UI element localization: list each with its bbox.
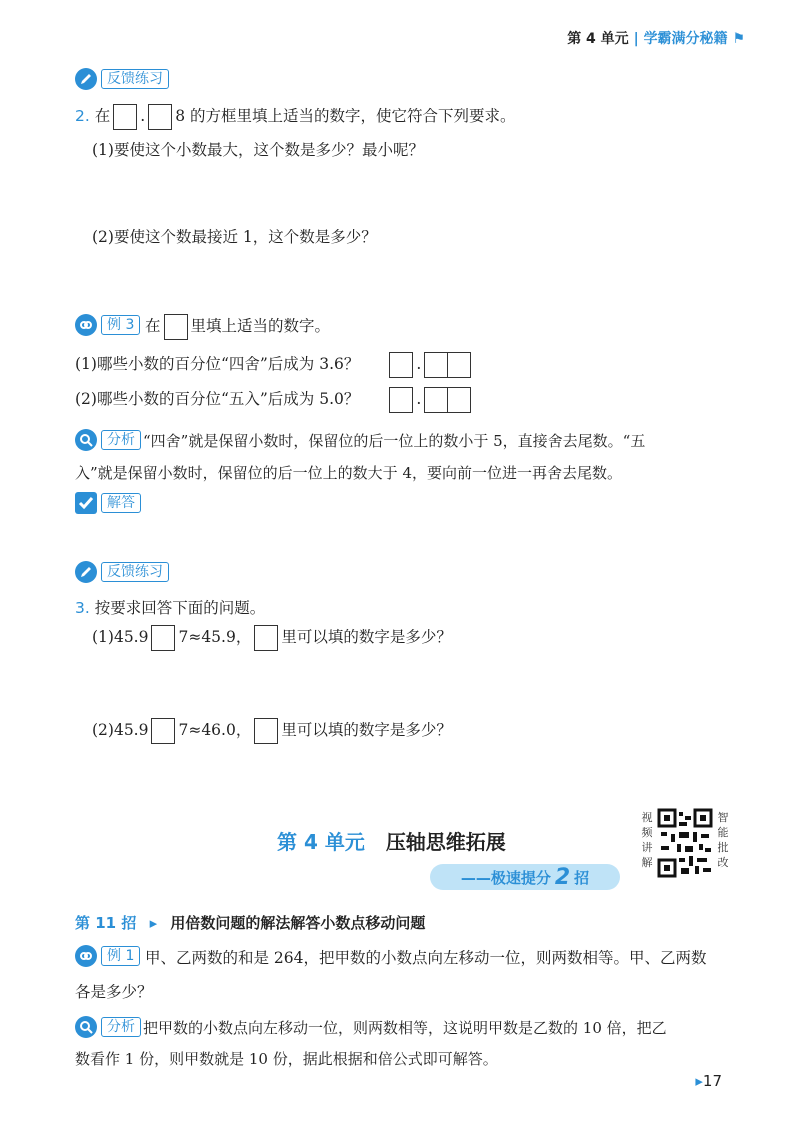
tip-title: 用倍数问题的解法解答小数点移动问题	[170, 914, 426, 932]
question-number: 2.	[75, 107, 90, 125]
example-tag	[75, 944, 140, 968]
qr-left-label	[640, 810, 654, 870]
example-1-line-1: 甲、乙两数的和是 264，把甲数的小数点向左移动一位，则两数相等。甲、乙两数	[145, 949, 707, 967]
answer-box[interactable]	[151, 718, 175, 744]
question-text: 里可以填的数字是多少？	[281, 721, 452, 739]
analysis-label: 分析	[101, 1017, 141, 1037]
flag-icon: ⚑	[732, 31, 745, 47]
example-label: 例 1	[101, 946, 140, 966]
answer-box[interactable]	[151, 625, 175, 651]
example-1-line-2: 各是多少？	[75, 983, 153, 1001]
answer-box[interactable]	[424, 352, 448, 378]
banner-text: 招	[574, 868, 590, 887]
question-text: (2)45.9	[92, 721, 149, 739]
question-text: 按要求回答下面的问题。	[94, 599, 266, 617]
analysis-tag	[75, 1015, 141, 1039]
question-text: 7≈46.0，	[178, 721, 252, 739]
link-icon	[75, 314, 97, 336]
question-text: (2)哪些小数的百分位“五入”后成为 5.0？	[75, 390, 360, 408]
question-text: 在	[145, 317, 161, 335]
example-3-sub-1	[75, 352, 474, 378]
answer-box[interactable]	[164, 314, 188, 340]
qr-label-char: 视	[641, 811, 653, 824]
magnifier-icon	[75, 1016, 97, 1038]
question-text: (1)45.9	[92, 628, 149, 646]
section-banner	[430, 864, 620, 890]
analysis-1-line-2: 数看作 1 份，则甲数就是 10 份，据此根据和倍公式即可解答。	[75, 1050, 498, 1068]
tip-heading	[75, 912, 425, 933]
question-text: 在	[94, 107, 111, 125]
answer-box[interactable]	[254, 718, 278, 744]
decimal-point: .	[140, 107, 146, 125]
question-number: 3.	[75, 599, 90, 617]
question-text: 8 的方框里填上适当的数字，使它符合下列要求。	[175, 107, 516, 125]
example-3-sub-2	[75, 387, 474, 413]
answer-box[interactable]	[389, 387, 413, 413]
example-3-question	[145, 314, 330, 340]
page-number	[695, 1072, 722, 1090]
check-icon	[75, 492, 97, 514]
qr-block[interactable]	[640, 806, 730, 882]
solution-label: 解答	[101, 493, 141, 513]
answer-box[interactable]	[254, 625, 278, 651]
sub-question-2: (2)要使这个数最接近 1，这个数是多少？	[92, 228, 377, 246]
page-header	[567, 28, 745, 48]
header-separator: |	[633, 31, 639, 47]
decimal-point: .	[416, 355, 422, 373]
sub-question-1: (1)要使这个小数最大，这个数是多少？最小呢？	[92, 141, 424, 159]
analysis-1-line-1: 把甲数的小数点向左移动一位，则两数相等，这说明甲数是乙数的 10 倍，把乙	[143, 1019, 667, 1037]
qr-code-icon[interactable]	[657, 808, 713, 878]
feedback-tag	[75, 560, 169, 584]
solution-tag	[75, 491, 141, 515]
question-3	[75, 596, 265, 618]
analysis-line-1: “四舍”就是保留小数时，保留位的后一位上的数小于 5，直接舍去尾数。“五	[143, 432, 646, 450]
qr-label-char: 批	[717, 841, 729, 854]
qr-right-label	[716, 810, 730, 870]
feedback-label: 反馈练习	[101, 562, 169, 582]
pencil-icon	[75, 561, 97, 583]
decimal-point: .	[416, 390, 422, 408]
page-number-value: 17	[702, 1072, 722, 1090]
banner-text: ——极速提分	[460, 868, 551, 887]
question-text: 里可以填的数字是多少？	[281, 628, 452, 646]
feedback-tag	[75, 67, 169, 91]
answer-box[interactable]	[389, 352, 413, 378]
analysis-tag	[75, 428, 141, 452]
arrow-right-icon: ▸	[149, 914, 158, 932]
answer-box[interactable]	[148, 104, 172, 130]
answer-box[interactable]	[424, 387, 448, 413]
question-text: 里填上适当的数字。	[190, 317, 331, 335]
question-3-sub-2	[92, 718, 452, 744]
link-icon	[75, 945, 97, 967]
answer-box[interactable]	[447, 352, 471, 378]
example-tag	[75, 313, 140, 337]
qr-label-char: 解	[641, 856, 653, 869]
qr-label-char: 讲	[641, 841, 653, 854]
qr-label-char: 智	[717, 811, 729, 824]
question-text: 7≈45.9，	[178, 628, 252, 646]
qr-label-char: 改	[717, 856, 729, 869]
qr-label-char: 能	[717, 826, 729, 839]
question-text: (1)哪些小数的百分位“四舍”后成为 3.6？	[75, 355, 360, 373]
magnifier-icon	[75, 429, 97, 451]
question-2	[75, 104, 515, 130]
analysis-label: 分析	[101, 430, 141, 450]
section-heading: 压轴思维拓展	[385, 830, 506, 854]
header-book-title: 学霸满分秘籍	[643, 31, 728, 47]
header-unit: 第 4 单元	[567, 31, 629, 47]
section-unit: 第 4 单元	[277, 830, 365, 854]
qr-label-char: 频	[641, 826, 653, 839]
feedback-label: 反馈练习	[101, 69, 169, 89]
answer-box[interactable]	[447, 387, 471, 413]
section-title	[277, 826, 506, 855]
answer-box[interactable]	[113, 104, 137, 130]
banner-number: 2	[554, 864, 571, 890]
pencil-icon	[75, 68, 97, 90]
analysis-line-2: 入”就是保留小数时，保留位的后一位上的数大于 4，要向前一位进一再舍去尾数。	[75, 464, 622, 482]
example-label: 例 3	[101, 315, 140, 335]
tip-number: 第 11 招	[75, 914, 137, 932]
arrow-right-icon: ▸	[695, 1072, 703, 1090]
question-3-sub-1	[92, 625, 452, 651]
